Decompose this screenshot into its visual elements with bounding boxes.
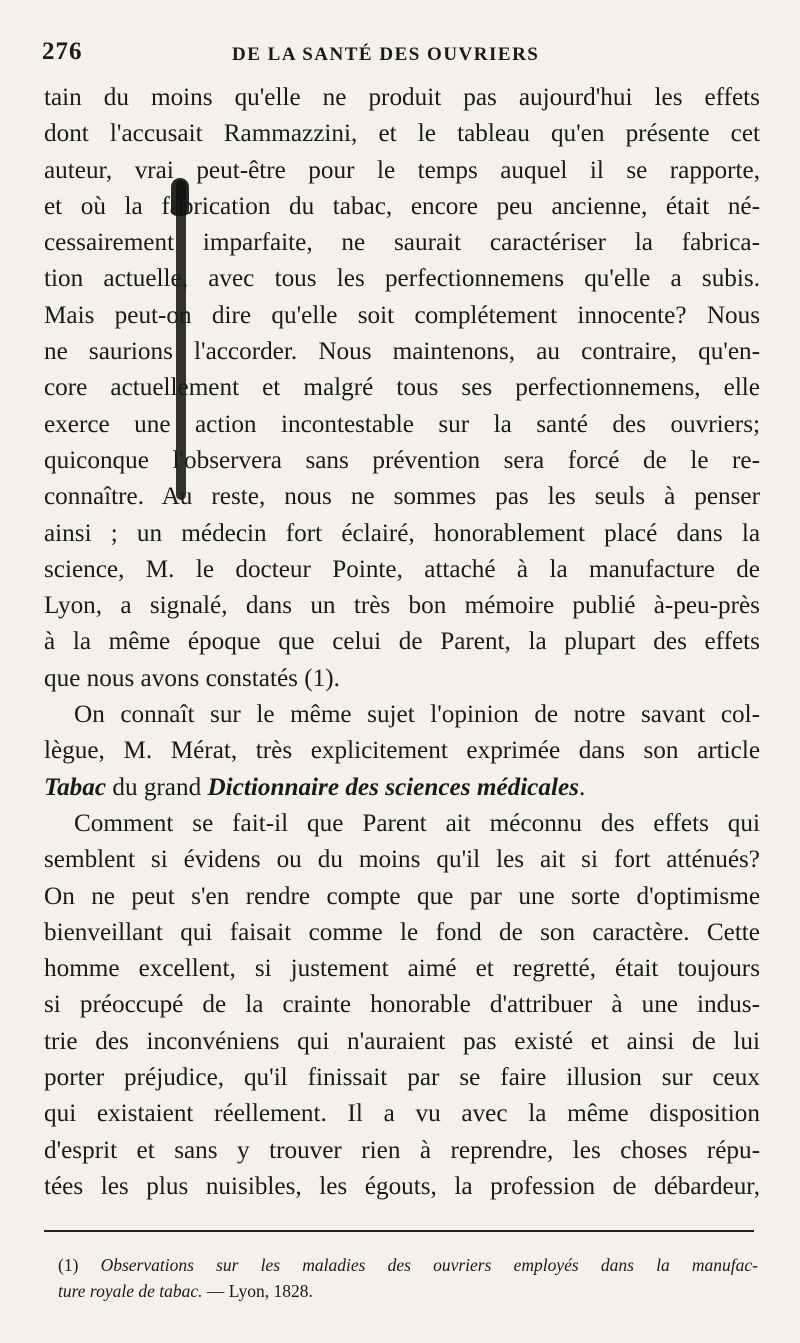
text-line: exerce une action incontestable sur la santé des ouvriers; xyxy=(44,410,760,438)
text-line: trie des inconvéniens qui n'auraient pas existé et ainsi de lui xyxy=(44,1027,760,1055)
footnote-line xyxy=(58,1252,758,1278)
footnote-rule xyxy=(44,1230,754,1232)
text-line: Mais peut-on dire qu'elle soit complétement innocente? Nous xyxy=(44,301,760,329)
text-line: porter préjudice, qu'il finissait par se faire illusion sur ceux xyxy=(44,1064,760,1092)
text-line: dont l'accusait Rammazzini, et le tableau qu'en présente cet xyxy=(44,120,760,148)
text-line: qui existaient réellement. Il a vu avec la même disposition xyxy=(44,1100,760,1128)
text-line-citation xyxy=(44,770,760,806)
text-line: d'esprit et sans y trouver rien à reprendre, les choses répu- xyxy=(44,1136,760,1164)
text-line: ne saurions l'accorder. Nous maintenons, au contraire, qu'en- xyxy=(44,338,760,366)
page-header xyxy=(42,38,760,74)
footnote-place-date: — Lyon, 1828. xyxy=(202,1281,313,1301)
footnote-title: Observations sur les maladies des ouvriers employés dans la manufac- xyxy=(100,1255,758,1275)
citation-period: . xyxy=(578,773,586,801)
page-number: 276 xyxy=(42,38,83,65)
text-line: tain du moins qu'elle ne produit pas aujourd'hui les effets xyxy=(44,84,760,111)
text-line: tion actuelle, avec tous les perfectionnemens qu'elle a subis. xyxy=(44,265,760,293)
text-line: semblent si évidens ou du moins qu'il les ait si fort atténués? xyxy=(44,846,760,874)
text-line: auteur, vrai peut-être pour le temps auquel il se rapporte, xyxy=(44,156,760,184)
text-line: core actuellement et malgré tous ses perfectionnemens, elle xyxy=(44,374,760,402)
footnote-marker: (1) xyxy=(58,1255,101,1275)
text-line: Lyon, a signalé, dans un très bon mémoire publié à-peu-près xyxy=(44,592,760,620)
footnote-line xyxy=(58,1278,758,1304)
text-line: et où la fabrication du tabac, encore peu ancienne, était né- xyxy=(44,192,760,220)
text-line: Comment se fait-il que Parent ait méconnu des effets qui xyxy=(74,809,760,837)
text-line: si préoccupé de la crainte honorable d'attribuer à une indus- xyxy=(44,991,760,1019)
citation-title-dictionnaire: Dictionnaire des sciences médicales xyxy=(207,773,579,801)
footnote xyxy=(58,1252,758,1304)
body-text xyxy=(44,80,760,1205)
text-line: On connaît sur le même sujet l'opinion de notre savant col- xyxy=(74,701,760,729)
text-line: que nous avons constatés (1). xyxy=(44,664,340,692)
text-line: lègue, M. Mérat, très explicitement exprimée dans son article xyxy=(44,737,760,765)
text-line: connaître. Au reste, nous ne sommes pas les seuls à penser xyxy=(44,483,760,511)
text-line: à la même époque que celui de Parent, la plupart des effets xyxy=(44,628,760,656)
text-line: homme excellent, si justement aimé et regretté, était toujours xyxy=(44,955,760,983)
running-title: DE LA SANTÉ DES OUVRIERS xyxy=(232,44,540,65)
citation-connector: du grand xyxy=(106,773,208,801)
citation-title-tabac: Tabac xyxy=(44,773,107,801)
footnote-title-end: ture royale de tabac. xyxy=(58,1281,203,1301)
text-line: tées les plus nuisibles, les égouts, la profession de débardeur, xyxy=(44,1172,760,1200)
text-line: cessairement imparfaite, ne saurait caractériser la fabrica- xyxy=(44,229,760,257)
text-line: quiconque l'observera sans prévention sera forcé de le re- xyxy=(44,446,760,474)
text-line: bienveillant qui faisait comme le fond de son caractère. Cette xyxy=(44,918,760,946)
text-line: science, M. le docteur Pointe, attaché à la manufacture de xyxy=(44,555,760,583)
text-line: On ne peut s'en rendre compte que par une sorte d'optimisme xyxy=(44,882,760,910)
text-line: ainsi ; un médecin fort éclairé, honorablement placé dans la xyxy=(44,519,760,547)
